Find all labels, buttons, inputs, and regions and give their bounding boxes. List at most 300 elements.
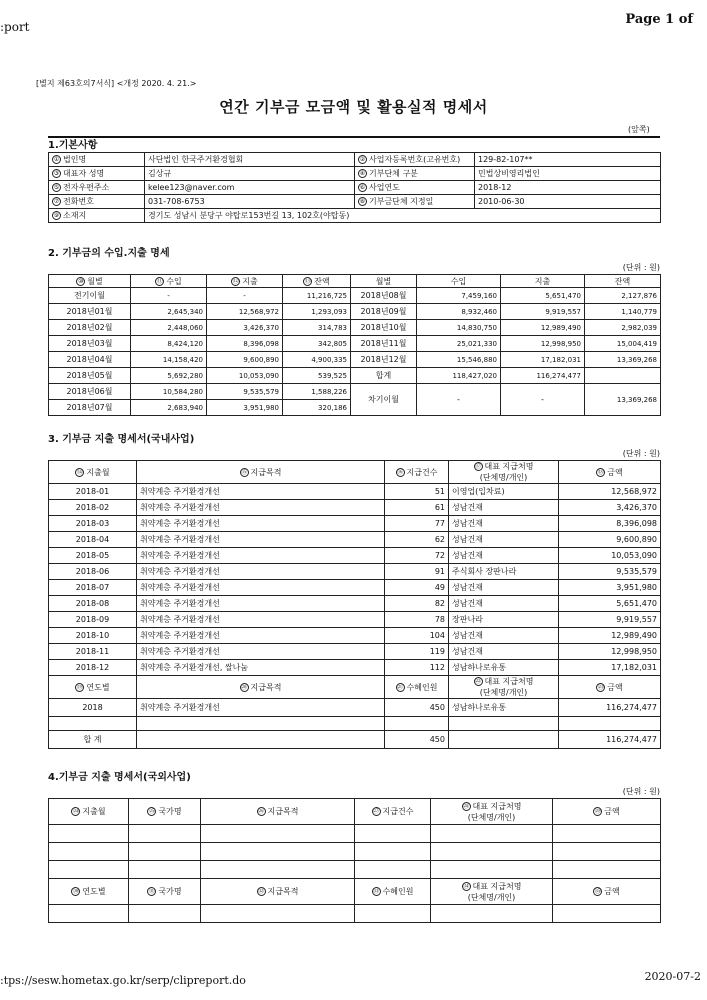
- header-label: (단체명/개인): [467, 892, 516, 902]
- income-cell: 8,424,120: [131, 336, 207, 352]
- table-row: [49, 861, 661, 879]
- column-header: [131, 275, 207, 288]
- header-label: (단체명/개인): [479, 473, 528, 482]
- income-cell: 10,584,280: [131, 384, 207, 400]
- number-marker: ⑪: [156, 277, 163, 285]
- field-label-text: 법인명: [63, 155, 87, 164]
- field-value: 민법상비영리법인: [475, 167, 661, 181]
- count-cell: 82: [385, 596, 449, 612]
- table-row: [49, 717, 661, 731]
- table-header-row: [49, 799, 661, 825]
- month-cell: 2018년06월: [49, 384, 131, 400]
- amount-cell: 116,274,477: [559, 699, 661, 717]
- column-header: [559, 676, 661, 699]
- column-header: [283, 275, 351, 288]
- empty-cell: [129, 905, 201, 923]
- column-header: [201, 799, 355, 825]
- empty-cell: [355, 843, 431, 861]
- table-row: [49, 843, 661, 861]
- amount-cell: 17,182,031: [559, 660, 661, 676]
- income-cell: 14,158,420: [131, 352, 207, 368]
- number-marker: ⑧: [359, 198, 366, 205]
- number-marker: ⑳: [241, 683, 248, 691]
- footer-date: 2020-07-2: [644, 970, 701, 983]
- empty-cell: [431, 825, 553, 843]
- header-label: (단체명/개인): [467, 812, 516, 822]
- recipient-cell: 성남건재: [449, 548, 559, 564]
- balance-cell: 2,127,876: [585, 288, 661, 304]
- form-reference: [별지 제63호의7서식] <개정 2020. 4. 21.>: [36, 79, 197, 88]
- header-label: 지출월: [82, 807, 106, 816]
- expense-cell: 8,396,098: [207, 336, 283, 352]
- number-marker: ㉑: [397, 683, 404, 691]
- table-header-row: [49, 461, 661, 484]
- balance-cell: 4,900,335: [283, 352, 351, 368]
- month-cell: 2018년10월: [351, 320, 417, 336]
- count-cell: 72: [385, 548, 449, 564]
- purpose-cell: 취약계층 주거환경개선: [137, 580, 385, 596]
- header-label: 지급목적: [250, 467, 282, 477]
- balance-cell: 2,982,039: [585, 320, 661, 336]
- expense-cell: -: [207, 288, 283, 304]
- empty-cell: [431, 905, 553, 923]
- table-row: [49, 336, 661, 352]
- recipient-cell: 성남건재: [449, 532, 559, 548]
- balance-cell: 1,140,779: [585, 304, 661, 320]
- field-label-text: 사업연도: [369, 183, 400, 192]
- empty-cell: [49, 717, 137, 731]
- field-label-text: 전화번호: [63, 197, 94, 206]
- header-label: 국가명: [158, 807, 182, 816]
- section-domestic-expense: [48, 432, 660, 749]
- header-label: 대표 지급처명: [472, 881, 522, 891]
- table-header-row: [49, 676, 661, 699]
- empty-cell: [201, 905, 355, 923]
- field-label: [355, 181, 475, 195]
- header-label: 지급건수: [382, 807, 414, 816]
- header-label: 국가명: [158, 887, 182, 896]
- number-marker: ㉜: [258, 888, 265, 895]
- purpose-cell: 취약계층 주거환경개선: [137, 699, 385, 717]
- expense-cell: 10,053,090: [207, 368, 283, 384]
- field-value: 김상규: [145, 167, 355, 181]
- header-label: 금액: [607, 682, 623, 692]
- income-cell: 5,692,280: [131, 368, 207, 384]
- table-row: [49, 532, 661, 548]
- income-cell: 7,459,160: [417, 288, 501, 304]
- number-marker: ⑬: [304, 277, 311, 285]
- month-cell: 2018년01월: [49, 304, 131, 320]
- month-cell: 2018-11: [49, 644, 137, 660]
- number-marker: ⑦: [53, 198, 60, 205]
- header-label: 대표 지급처명: [484, 462, 534, 471]
- section-title: 1.기본사항: [48, 136, 660, 152]
- number-marker: ㉓: [597, 683, 604, 691]
- section-basic-info: [48, 136, 660, 223]
- section-title: 3. 기부금 지출 명세서(국내사업): [48, 434, 195, 445]
- empty-cell: [355, 905, 431, 923]
- column-header: [385, 676, 449, 699]
- number-marker: ⑲: [76, 683, 83, 691]
- field-label-text: 사업자등록번호(고유번호): [369, 155, 461, 164]
- foreign-expense-table: [48, 798, 661, 923]
- month-cell: 2018-03: [49, 516, 137, 532]
- column-header: [49, 879, 129, 905]
- table-row: [49, 209, 661, 223]
- empty-cell: [449, 717, 559, 731]
- month-cell: 2018년12월: [351, 352, 417, 368]
- recipient-cell: [449, 731, 559, 749]
- table-row: [49, 596, 661, 612]
- field-label-text: 소재지: [63, 211, 87, 220]
- field-label: [49, 167, 145, 181]
- balance-cell: 11,216,725: [283, 288, 351, 304]
- carry-label: 차기이월: [351, 384, 417, 416]
- table-row: [49, 628, 661, 644]
- empty-cell: [201, 861, 355, 879]
- recipient-cell: 성남건재: [449, 516, 559, 532]
- table-row: [49, 516, 661, 532]
- month-cell: 2018-10: [49, 628, 137, 644]
- table-row: [49, 368, 661, 384]
- field-label-text: 전자우편주소: [63, 183, 110, 192]
- empty-cell: [129, 843, 201, 861]
- column-header: [137, 676, 385, 699]
- income-cell: -: [131, 288, 207, 304]
- field-value: kelee123@naver.com: [145, 181, 355, 195]
- field-value: 031-708-6753: [145, 195, 355, 209]
- balance-cell: 1,293,093: [283, 304, 351, 320]
- column-header: [385, 461, 449, 484]
- number-marker: ㉗: [373, 808, 380, 815]
- unit-label: (단위 : 원): [622, 787, 660, 796]
- month-cell: 전기이월: [49, 288, 131, 304]
- amount-cell: 9,600,890: [559, 532, 661, 548]
- purpose-cell: 취약계층 주거환경개선: [137, 564, 385, 580]
- recipient-cell: 성남하나로유통: [449, 699, 559, 717]
- empty-cell: [129, 861, 201, 879]
- number-marker: ③: [53, 170, 60, 177]
- month-cell: 2018-08: [49, 596, 137, 612]
- header-label: 연도별: [86, 682, 110, 692]
- number-marker: ⑰: [475, 463, 482, 470]
- amount-cell: 8,396,098: [559, 516, 661, 532]
- empty-cell: [137, 717, 385, 731]
- total-label: 합 계: [49, 731, 137, 749]
- header-label: 금액: [604, 807, 620, 816]
- table-row: [49, 825, 661, 843]
- number-marker: ⑱: [597, 468, 604, 476]
- number-marker: ㉞: [463, 882, 470, 890]
- footer-url: :tps://sesw.hometax.go.kr/serp/clipreport.do: [0, 974, 246, 987]
- recipient-cell: 장판나라: [449, 612, 559, 628]
- beneficiaries-cell: 450: [385, 699, 449, 717]
- carry-expense: -: [501, 384, 585, 416]
- header-label: 지급목적: [267, 887, 299, 896]
- income-cell: 2,683,940: [131, 400, 207, 416]
- month-cell: 2018년09월: [351, 304, 417, 320]
- purpose-cell: 취약계층 주거환경개선: [137, 516, 385, 532]
- table-row: [49, 181, 661, 195]
- month-cell: 2018-12: [49, 660, 137, 676]
- recipient-cell: 주식회사 장판나라: [449, 564, 559, 580]
- amount-cell: 12,998,950: [559, 644, 661, 660]
- carry-balance: 13,369,268: [585, 384, 661, 416]
- table-row: [49, 304, 661, 320]
- expense-cell: 12,998,950: [501, 336, 585, 352]
- basic-info-table: [48, 152, 661, 223]
- expense-cell: 3,951,980: [207, 400, 283, 416]
- column-header: [137, 461, 385, 484]
- expense-cell: 3,426,370: [207, 320, 283, 336]
- month-cell: 2018년11월: [351, 336, 417, 352]
- recipient-cell: 성남건재: [449, 628, 559, 644]
- month-cell: 2018-07: [49, 580, 137, 596]
- section-title: 2. 기부금의 수입.지출 명세: [48, 248, 170, 259]
- empty-cell: [553, 905, 661, 923]
- empty-cell: [201, 825, 355, 843]
- purpose-cell: 취약계층 주거환경개선: [137, 628, 385, 644]
- number-marker: ㉝: [373, 888, 380, 895]
- table-row: [49, 612, 661, 628]
- purpose-cell: 취약계층 주거환경개선: [137, 644, 385, 660]
- table-row: [49, 644, 661, 660]
- month-cell: 합계: [351, 368, 417, 384]
- purpose-cell: 취약계층 주거환경개선, 쌀나눔: [137, 660, 385, 676]
- month-cell: 2018-04: [49, 532, 137, 548]
- month-cell: 2018-05: [49, 548, 137, 564]
- number-marker: ⑨: [53, 212, 60, 219]
- purpose-cell: 취약계층 주거환경개선: [137, 532, 385, 548]
- column-header: [449, 461, 559, 484]
- empty-cell: [49, 905, 129, 923]
- side-label: (앞쪽): [628, 125, 650, 134]
- table-row: [49, 320, 661, 336]
- purpose-cell: 취약계층 주거환경개선: [137, 596, 385, 612]
- income-cell: 2,448,060: [131, 320, 207, 336]
- count-cell: 61: [385, 500, 449, 516]
- empty-cell: [355, 861, 431, 879]
- purpose-cell: 취약계층 주거환경개선: [137, 500, 385, 516]
- column-header: 지출: [501, 275, 585, 288]
- income-cell: 25,021,330: [417, 336, 501, 352]
- month-cell: 2018년03월: [49, 336, 131, 352]
- table-header-row: [49, 275, 661, 288]
- table-row: [49, 548, 661, 564]
- balance-cell: 1,588,226: [283, 384, 351, 400]
- table-row: [49, 564, 661, 580]
- header-label: 금액: [607, 467, 623, 477]
- amount-cell: 12,568,972: [559, 484, 661, 500]
- purpose-cell: [137, 731, 385, 749]
- table-row: [49, 288, 661, 304]
- purpose-cell: 취약계층 주거환경개선: [137, 612, 385, 628]
- table-row: [49, 500, 661, 516]
- number-marker: ㉔: [72, 808, 79, 815]
- column-header: [49, 461, 137, 484]
- expense-cell: 5,651,470: [501, 288, 585, 304]
- number-marker: ⑮: [241, 468, 248, 476]
- table-row: [49, 580, 661, 596]
- field-label-text: 기부단체 구분: [369, 169, 418, 178]
- column-header: [553, 799, 661, 825]
- purpose-cell: 취약계층 주거환경개선: [137, 484, 385, 500]
- header-label: 금액: [604, 887, 620, 896]
- field-label: [355, 153, 475, 167]
- column-header: [49, 275, 131, 288]
- recipient-cell: 성남건재: [449, 500, 559, 516]
- expense-cell: 17,182,031: [501, 352, 585, 368]
- number-marker: ㉟: [594, 888, 601, 895]
- amount-cell: 3,426,370: [559, 500, 661, 516]
- month-cell: 2018년05월: [49, 368, 131, 384]
- number-marker: ④: [359, 170, 366, 177]
- amount-cell: 9,919,557: [559, 612, 661, 628]
- amount-cell: 3,951,980: [559, 580, 661, 596]
- month-cell: 2018-09: [49, 612, 137, 628]
- header-label: 지급건수: [406, 467, 438, 477]
- empty-cell: [49, 825, 129, 843]
- number-marker: ⑥: [359, 184, 366, 191]
- total-row: [49, 731, 661, 749]
- column-header: [201, 879, 355, 905]
- balance-cell: 13,369,268: [585, 352, 661, 368]
- column-header: [431, 879, 553, 905]
- empty-cell: [385, 717, 449, 731]
- table-row: [49, 352, 661, 368]
- table-row: [49, 660, 661, 676]
- section-income-expense: [48, 246, 660, 416]
- balance-cell: [585, 368, 661, 384]
- recipient-cell: 성남건재: [449, 580, 559, 596]
- column-header: 월별: [351, 275, 417, 288]
- table-row: [49, 167, 661, 181]
- field-label: [49, 181, 145, 195]
- header-label: (단체명/개인): [479, 688, 528, 697]
- count-cell: 51: [385, 484, 449, 500]
- carry-income: -: [417, 384, 501, 416]
- number-marker: ⑫: [232, 277, 239, 285]
- empty-cell: [201, 843, 355, 861]
- amount-cell: 5,651,470: [559, 596, 661, 612]
- empty-cell: [431, 843, 553, 861]
- count-cell: 91: [385, 564, 449, 580]
- income-expense-table: [48, 274, 661, 416]
- header-label: 지급목적: [250, 682, 282, 692]
- expense-cell: 9,600,890: [207, 352, 283, 368]
- header-label: 지출: [242, 276, 258, 286]
- header-label: 지급목적: [267, 807, 299, 816]
- empty-cell: [431, 861, 553, 879]
- column-header: [355, 799, 431, 825]
- field-value: 2010-06-30: [475, 195, 661, 209]
- column-header: 잔액: [585, 275, 661, 288]
- section-foreign-expense: [48, 770, 660, 923]
- income-cell: 8,932,460: [417, 304, 501, 320]
- table-row: [49, 699, 661, 717]
- month-cell: 2018년07월: [49, 400, 131, 416]
- column-header: [431, 799, 553, 825]
- number-marker: ㉛: [148, 888, 155, 895]
- expense-cell: 9,919,557: [501, 304, 585, 320]
- count-cell: 49: [385, 580, 449, 596]
- section-title: 4.기부금 지출 명세서(국외사업): [48, 772, 191, 783]
- header-label: 대표 지급처명: [472, 801, 522, 811]
- month-cell: 2018년04월: [49, 352, 131, 368]
- number-marker: ㉘: [463, 802, 470, 810]
- empty-cell: [553, 861, 661, 879]
- column-header: [49, 676, 137, 699]
- field-label: [49, 209, 145, 223]
- unit-label: (단위 : 원): [622, 449, 660, 458]
- column-header: [355, 879, 431, 905]
- balance-cell: 539,525: [283, 368, 351, 384]
- income-cell: 14,830,750: [417, 320, 501, 336]
- beneficiaries-cell: 450: [385, 731, 449, 749]
- number-marker: ㉖: [258, 808, 265, 815]
- field-value: 129-82-107**: [475, 153, 661, 167]
- field-label: [355, 195, 475, 209]
- address-value: 경기도 성남시 분당구 야탑로153번길 13, 102호(야탑동): [145, 209, 661, 223]
- income-cell: 15,546,880: [417, 352, 501, 368]
- income-cell: 118,427,020: [417, 368, 501, 384]
- empty-cell: [355, 825, 431, 843]
- field-label: [355, 167, 475, 181]
- column-header: [559, 461, 661, 484]
- number-marker: ⑭: [76, 468, 83, 476]
- month-cell: 2018년02월: [49, 320, 131, 336]
- count-cell: 119: [385, 644, 449, 660]
- header-label: 대표 지급처명: [484, 677, 534, 686]
- month-cell: 2018-02: [49, 500, 137, 516]
- table-row: [49, 905, 661, 923]
- column-header: 수입: [417, 275, 501, 288]
- field-label: [49, 195, 145, 209]
- table-header-row: [49, 879, 661, 905]
- recipient-cell: 이영업(입차료): [449, 484, 559, 500]
- unit-label: (단위 : 원): [622, 263, 660, 272]
- month-cell: 2018년08월: [351, 288, 417, 304]
- purpose-cell: 취약계층 주거환경개선: [137, 548, 385, 564]
- number-marker: ㉚: [72, 888, 79, 895]
- column-header: [449, 676, 559, 699]
- field-label: [49, 153, 145, 167]
- page-title: 연간 기부금 모금액 및 활용실적 명세서: [219, 98, 488, 116]
- header-label: 월별: [87, 276, 103, 286]
- count-cell: 77: [385, 516, 449, 532]
- empty-cell: [553, 825, 661, 843]
- column-header: [553, 879, 661, 905]
- number-marker: ①: [53, 156, 60, 163]
- header-label: 수혜인원: [406, 682, 438, 692]
- number-marker: ㉒: [475, 678, 482, 685]
- amount-cell: 12,989,490: [559, 628, 661, 644]
- amount-cell: 116,274,477: [559, 731, 661, 749]
- count-cell: 104: [385, 628, 449, 644]
- empty-cell: [49, 861, 129, 879]
- column-header: [207, 275, 283, 288]
- expense-cell: 9,535,579: [207, 384, 283, 400]
- balance-cell: 342,805: [283, 336, 351, 352]
- column-header: [49, 799, 129, 825]
- number-marker: ㉕: [148, 808, 155, 815]
- number-marker: ⑤: [53, 184, 60, 191]
- month-cell: 2018-01: [49, 484, 137, 500]
- field-label-text: 기부금단체 지정일: [369, 197, 434, 206]
- income-cell: 2,645,340: [131, 304, 207, 320]
- table-row: [49, 484, 661, 500]
- number-marker: ㉙: [594, 808, 601, 815]
